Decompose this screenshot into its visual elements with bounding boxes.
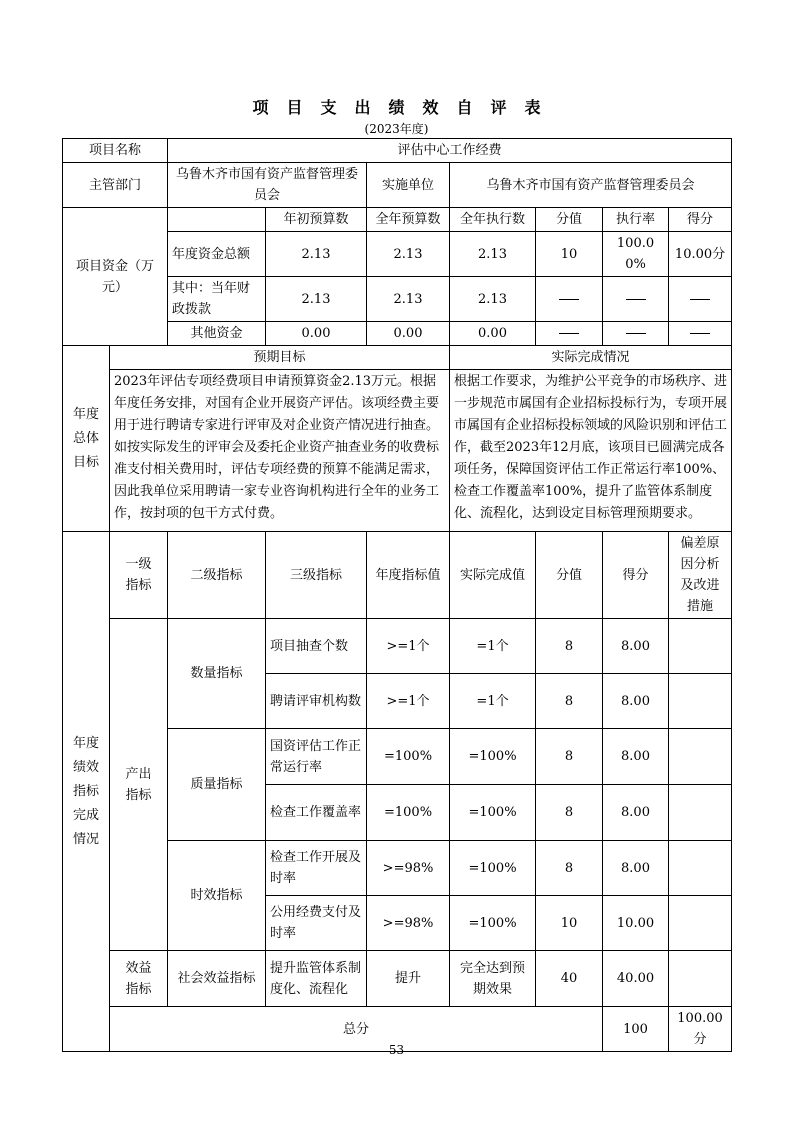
indicator-got: 8.00 — [603, 729, 669, 785]
indicators-section-text: 年度绩效指标完成情况 — [72, 735, 99, 847]
dash-mark — [690, 333, 710, 334]
social-label: 社会效益指标 — [168, 951, 266, 1007]
quantity-label: 数量指标 — [168, 619, 266, 729]
header-actual: 实际完成值 — [450, 532, 536, 619]
indicator-name: 检查工作覆盖率 — [266, 785, 367, 841]
funds-header: 全年预算数 — [367, 208, 450, 232]
indicator-score: 8 — [536, 619, 603, 674]
indicator-got: 8.00 — [603, 841, 669, 896]
page-title: 项目支出绩效自评表 — [252, 98, 559, 117]
year-label: (2023年度) — [364, 122, 429, 136]
header-score: 分值 — [536, 532, 603, 619]
indicator-name: 国资评估工作正常运行率 — [266, 729, 367, 785]
indicator-target: =100% — [367, 729, 450, 785]
funds-row-label: 其他资金 — [168, 322, 266, 346]
indicator-actual: =100% — [450, 729, 536, 785]
funds-cell: 0.00 — [266, 322, 367, 346]
indicator-target: >=1个 — [367, 674, 450, 729]
indicator-score: 40 — [536, 951, 603, 1007]
total-score: 100 — [603, 1007, 669, 1052]
project-name-label: 项目名称 — [63, 139, 168, 163]
indicator-actual: =100% — [450, 785, 536, 841]
indicator-target: >=98% — [367, 896, 450, 951]
funds-header: 执行率 — [603, 208, 669, 232]
funds-row-label: 年度资金总额 — [168, 232, 266, 277]
funds-cell: 100.00% — [603, 232, 669, 277]
indicator-got: 8.00 — [603, 674, 669, 729]
funds-cell — [536, 322, 603, 346]
quality-label: 质量指标 — [168, 729, 266, 841]
funds-header-blank — [168, 208, 266, 232]
indicators-section-label — [63, 532, 110, 1052]
indicator-name: 检查工作开展及时率 — [266, 841, 367, 896]
indicator-actual: =100% — [450, 896, 536, 951]
indicator-target: >=98% — [367, 841, 450, 896]
header-level3: 三级指标 — [266, 532, 367, 619]
evaluation-table — [62, 138, 732, 1052]
benefit-label-text: 效益指标 — [125, 960, 152, 997]
indicator-actual: 完全达到预期效果 — [450, 951, 536, 1007]
header-level1-text: 一级指标 — [125, 557, 152, 593]
funds-header: 得分 — [669, 208, 732, 232]
total-label: 总分 — [110, 1007, 603, 1052]
indicator-got: 8.00 — [603, 785, 669, 841]
dash-mark — [559, 299, 579, 300]
impl-label: 实施单位 — [367, 163, 450, 208]
funds-cell — [669, 322, 732, 346]
indicator-got: 40.00 — [603, 951, 669, 1007]
header-target: 年度指标值 — [367, 532, 450, 619]
project-name-value: 评估中心工作经费 — [168, 139, 732, 163]
indicator-score: 8 — [536, 674, 603, 729]
output-label-text: 产出指标 — [125, 766, 152, 803]
funds-cell: 0.00 — [450, 322, 536, 346]
funds-header: 分值 — [536, 208, 603, 232]
indicator-remark — [669, 729, 732, 785]
indicator-name: 聘请评审机构数 — [266, 674, 367, 729]
funds-cell: 2.13 — [367, 232, 450, 277]
header-remark-text: 偏差原因分析及改进措施 — [680, 536, 720, 614]
funds-cell: 10 — [536, 232, 603, 277]
dept-label: 主管部门 — [63, 163, 168, 208]
expected-goal-text: 2023年评估专项经费项目申请预算资金2.13万元。根据年度任务安排，对国有企业开展资产评估。该项经费主要用于进行聘请专家进行评审及对企业资产情况进行抽查。如按实际发生的评审会及委托企业资产抽查业务的收费标准支付相关费用时，评估专项经费的预算不能满足需求，因此我单位采用聘请一家专业咨询机构进行全年的业务工作，按封项的包干方式付费。 — [110, 370, 450, 532]
indicator-name: 提升监管体系制度化、流程化 — [266, 951, 367, 1007]
funds-cell: 2.13 — [450, 232, 536, 277]
header-remark — [669, 532, 732, 619]
indicator-remark — [669, 896, 732, 951]
indicator-got: 8.00 — [603, 619, 669, 674]
goals-label: 年度总体目标 — [63, 346, 110, 532]
indicator-name: 项目抽查个数 — [266, 619, 367, 674]
indicator-remark — [669, 619, 732, 674]
indicator-remark — [669, 674, 732, 729]
expected-goal-header: 预期目标 — [110, 346, 450, 370]
indicator-name: 公用经费支付及时率 — [266, 896, 367, 951]
header-level2: 二级指标 — [168, 532, 266, 619]
dept-value: 乌鲁木齐市国有资产监督管理委员会 — [168, 163, 367, 208]
indicator-actual: =1个 — [450, 619, 536, 674]
funds-cell — [603, 322, 669, 346]
header-got: 得分 — [603, 532, 669, 619]
funds-cell: 0.00 — [367, 322, 450, 346]
funds-cell — [536, 277, 603, 322]
indicator-actual: =100% — [450, 841, 536, 896]
funds-cell: 2.13 — [450, 277, 536, 322]
header-level1 — [110, 532, 168, 619]
indicator-score: 10 — [536, 896, 603, 951]
funds-cell: 2.13 — [266, 232, 367, 277]
total-got-text: 100.00分 — [677, 1011, 723, 1047]
funds-label: 项目资金（万元） — [63, 208, 168, 346]
funds-cell — [669, 277, 732, 322]
actual-goal-text: 根据工作要求，为维护公平竞争的市场秩序、进一步规范市属国有企业招标投标行为，专项开展市属国有企业招标投标领域的风险识别和评估工作，截至2023年12月底，该项目已圆满完成各项任务，保障国资评估工作正常运行率100%、检查工作覆盖率100%，提升了监管体系制度化、流程化，达到设定目标管理预期要求。 — [450, 370, 732, 532]
indicator-remark — [669, 951, 732, 1007]
output-label — [110, 619, 168, 951]
time-label: 时效指标 — [168, 841, 266, 951]
funds-row-label: 其中：当年财政拨款 — [168, 277, 266, 322]
funds-cell: 10.00分 — [669, 232, 732, 277]
dash-mark — [626, 333, 646, 334]
funds-cell — [603, 277, 669, 322]
funds-header: 全年执行数 — [450, 208, 536, 232]
funds-cell: 2.13 — [266, 277, 367, 322]
indicator-target: >=1个 — [367, 619, 450, 674]
dash-mark — [559, 333, 579, 334]
dash-mark — [690, 299, 710, 300]
indicator-score: 8 — [536, 841, 603, 896]
indicator-got: 10.00 — [603, 896, 669, 951]
indicator-target: =100% — [367, 785, 450, 841]
indicator-target: 提升 — [367, 951, 450, 1007]
indicator-score: 8 — [536, 785, 603, 841]
indicator-actual: =1个 — [450, 674, 536, 729]
benefit-label — [110, 951, 168, 1007]
funds-cell: 2.13 — [367, 277, 450, 322]
page-number: 53 — [388, 1043, 405, 1057]
impl-value: 乌鲁木齐市国有资产监督管理委员会 — [450, 163, 732, 208]
indicator-remark — [669, 785, 732, 841]
dash-mark — [626, 299, 646, 300]
funds-header: 年初预算数 — [266, 208, 367, 232]
indicator-remark — [669, 841, 732, 896]
actual-goal-header: 实际完成情况 — [450, 346, 732, 370]
indicator-score: 8 — [536, 729, 603, 785]
